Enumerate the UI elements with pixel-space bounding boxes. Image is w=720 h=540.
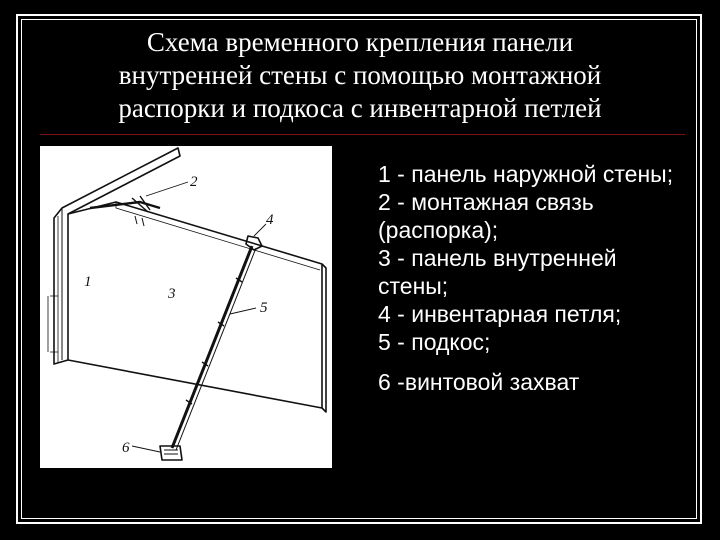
legend — [378, 160, 678, 396]
legend-item: 1 - панель наружной стены; — [378, 161, 674, 187]
slide-title — [40, 26, 680, 125]
figure-label-1: 1 — [84, 274, 92, 290]
legend-item: 4 - инвентарная петля; — [378, 301, 622, 327]
diagram-svg — [40, 146, 332, 468]
panel-bracing-diagram — [40, 146, 332, 468]
title-line-2: внутренней стены с помощью монтажной — [118, 60, 602, 90]
diagonal-strut — [172, 246, 252, 448]
tie-brace — [90, 202, 160, 208]
legend-item: 5 - подкос; — [378, 329, 491, 355]
inner-wall-panel — [68, 202, 322, 408]
figure-label-3: 3 — [168, 286, 176, 302]
outer-wall-panel — [54, 148, 180, 364]
figure-label-4: 4 — [266, 212, 274, 228]
screw-grip — [160, 446, 182, 460]
figure-label-2: 2 — [190, 174, 198, 190]
legend-item: 3 - панель внутренней стены; — [378, 245, 617, 299]
title-line-3: распорки и подкоса с инвентарной петлей — [118, 93, 602, 123]
legend-item: 2 - монтажная связь (распорка); — [378, 189, 594, 243]
figure-label-6: 6 — [122, 440, 130, 456]
legend-item: 6 -винтовой захват — [378, 369, 580, 395]
figure-label-5: 5 — [260, 300, 268, 316]
title-divider — [40, 134, 685, 135]
title-line-1: Схема временного крепления панели — [146, 27, 574, 57]
